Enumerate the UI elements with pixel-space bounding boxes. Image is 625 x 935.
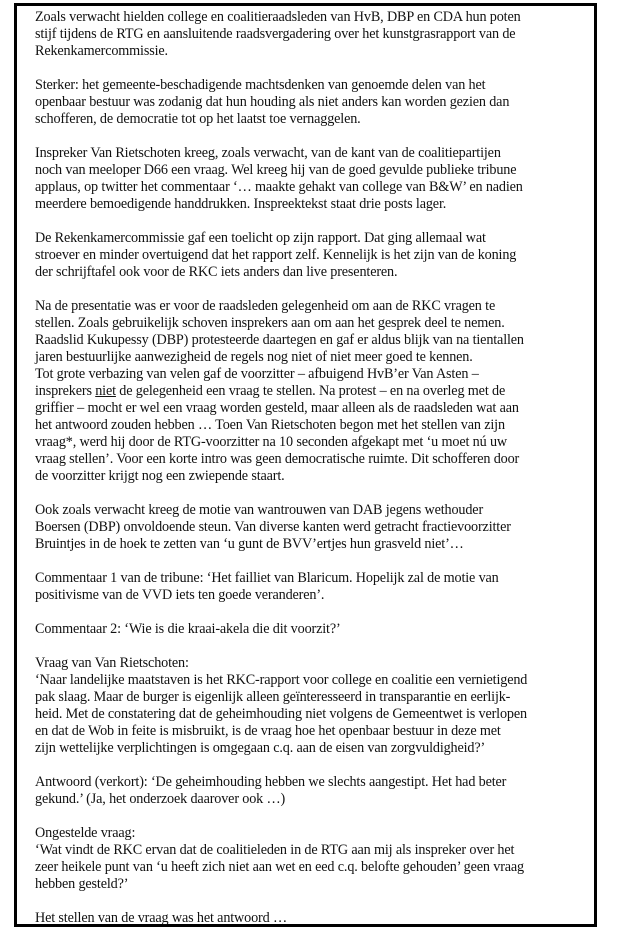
text-line: openbaar bestuur was zodanig dat hun houding als niet anders kan worden gezien dan [35,94,510,110]
text-line: hebben gesteld?’ [35,876,129,892]
text-line-with-underline [35,383,591,400]
paragraph-antwoord [35,774,591,808]
text-line: griffier – mocht er wel een vraag worden gesteld, maar alleen als de raadsleden wat aan [35,400,519,416]
document-body [35,9,591,927]
text-line: applaus, op twitter het commentaar ‘… maakte gehakt van college van B&W’ en nadien [35,179,523,195]
paragraph-inspreker [35,145,591,213]
text-line: stroever en minder overtuigend dat het rapport zelf. Kennelijk is het zijn van de koning [35,247,517,263]
text-line: der schrijftafel ook voor de RKC iets anders dan live presenteren. [35,264,398,280]
text-line: het antwoord zouden hebben … Toen Van Rietschoten begon met het stellen van zijn [35,417,505,433]
text-line: vraag stellen’. Voor een korte intro was geen democratische ruimte. Dit schofferen door [35,451,520,467]
text-line: ‘Naar landelijke maatstaven is het RKC-rapport voor college en coalitie een vernietigend [35,672,528,688]
text-line: Raadslid Kukupessy (DBP) protesteerde daartegen en gaf er aldus blijk van na tientallen [35,332,524,348]
text-line: heid. Met de constatering dat de geheimhouding niet volgens de Gemeentwet is verlopen [35,706,527,722]
paragraph-intro [35,9,591,60]
text-line: Commentaar 1 van de tribune: ‘Het failliet van Blaricum. Hopelijk zal de motie van [35,570,499,586]
text-line: zijn wettelijke verplichtingen is omgegaan c.q. aan de eisen van zorgvuldigheid?’ [35,740,486,756]
underlined-word: niet [95,383,116,399]
paragraph-presentatie [35,298,591,485]
text-line: pak slaag. Maar de burger is eigenlijk alleen geïnteresseerd in transparantie en eerlijk- [35,689,511,705]
text-line: Vraag van Van Rietschoten: [35,655,189,671]
text-line: gekund.’ (Ja, het onderzoek daarover ook …) [35,791,286,807]
text-line: Tot grote verbazing van velen gaf de voorzitter – afbuigend HvB’er Van Asten – [35,366,479,382]
text-line: meerdere bemoedigende handdrukken. Inspreektekst staat drie posts lager. [35,196,447,212]
paragraph-ongestelde-vraag [35,825,591,893]
text-line: noch van meeloper D66 een vraag. Wel kreeg hij van de goed gevulde publieke tribune [35,162,517,178]
text-line: Antwoord (verkort): ‘De geheimhouding hebben we slechts aangestipt. Het had beter [35,774,507,790]
text-segment: insprekers [35,383,96,399]
paragraph-motie [35,502,591,553]
paragraph-commentaar-2 [35,621,591,638]
text-line: Bruintjes in de hoek te zetten van ‘u gunt de BVV’ertjes hun grasveld niet’… [35,536,464,552]
text-line: Boersen (DBP) onvoldoende steun. Van diverse kanten werd getracht fractievoorzitter [35,519,511,535]
paragraph-rekenkamer [35,230,591,281]
paragraph-sterker [35,77,591,128]
text-line: Ook zoals verwacht kreeg de motie van wantrouwen van DAB jegens wethouder [35,502,484,518]
text-line: zeer heikele punt van ‘u heeft zich niet aan wet en eed c.q. belofte gehouden’ geen vraag [35,859,525,875]
text-segment: de gelegenheid een vraag te stellen. Na protest – en na overleg met de [115,383,506,399]
text-line: Inspreker Van Rietschoten kreeg, zoals verwacht, van de kant van de coalitiepartijen [35,145,501,161]
text-line: Zoals verwacht hielden college en coalitieraadsleden van HvB, DBP en CDA hun poten [35,9,521,25]
paragraph-conclusie [35,910,591,927]
text-line: Ongestelde vraag: [35,825,136,841]
text-line: positivisme van de VVD iets ten goede veranderen’. [35,587,325,603]
text-line: De Rekenkamercommissie gaf een toelicht op zijn rapport. Dat ging allemaal wat [35,230,486,246]
text-line: vraag*, werd hij door de RTG-voorzitter na 10 seconden afgekapt met ‘u moet nú uw [35,434,507,450]
paragraph-vraag [35,655,591,757]
text-line: Commentaar 2: ‘Wie is die kraai-akela die dit voorzit?’ [35,621,341,637]
document-frame [14,3,597,927]
text-line: stellen. Zoals gebruikelijk schoven insprekers aan om aan het gesprek deel te nemen. [35,315,505,331]
text-line: Het stellen van de vraag was het antwoord … [35,910,287,926]
text-line: en dat de Wob in feite is misbruikt, is de vraag hoe het openbaar bestuur in deze met [35,723,501,739]
text-line: Sterker: het gemeente-beschadigende machtsdenken van genoemde delen van het [35,77,486,93]
text-line: stijf tijdens de RTG en aansluitende raadsvergadering over het kunstgrasrapport van de [35,26,516,42]
text-line: schofferen, de democratie tot op het laatst toe vernaggelen. [35,111,361,127]
text-line: Rekenkamercommissie. [35,43,168,59]
text-line: Na de presentatie was er voor de raadsleden gelegenheid om aan de RKC vragen te [35,298,496,314]
paragraph-commentaar-1 [35,570,591,604]
text-line: ‘Wat vindt de RKC ervan dat de coalitieleden in de RTG aan mij als inspreker over het [35,842,515,858]
text-line: jaren bestuurlijke aanwezigheid de regels nog niet of niet meer goed te kennen. [35,349,473,365]
text-line: de voorzitter krijgt nog een zwiepende staart. [35,468,285,484]
